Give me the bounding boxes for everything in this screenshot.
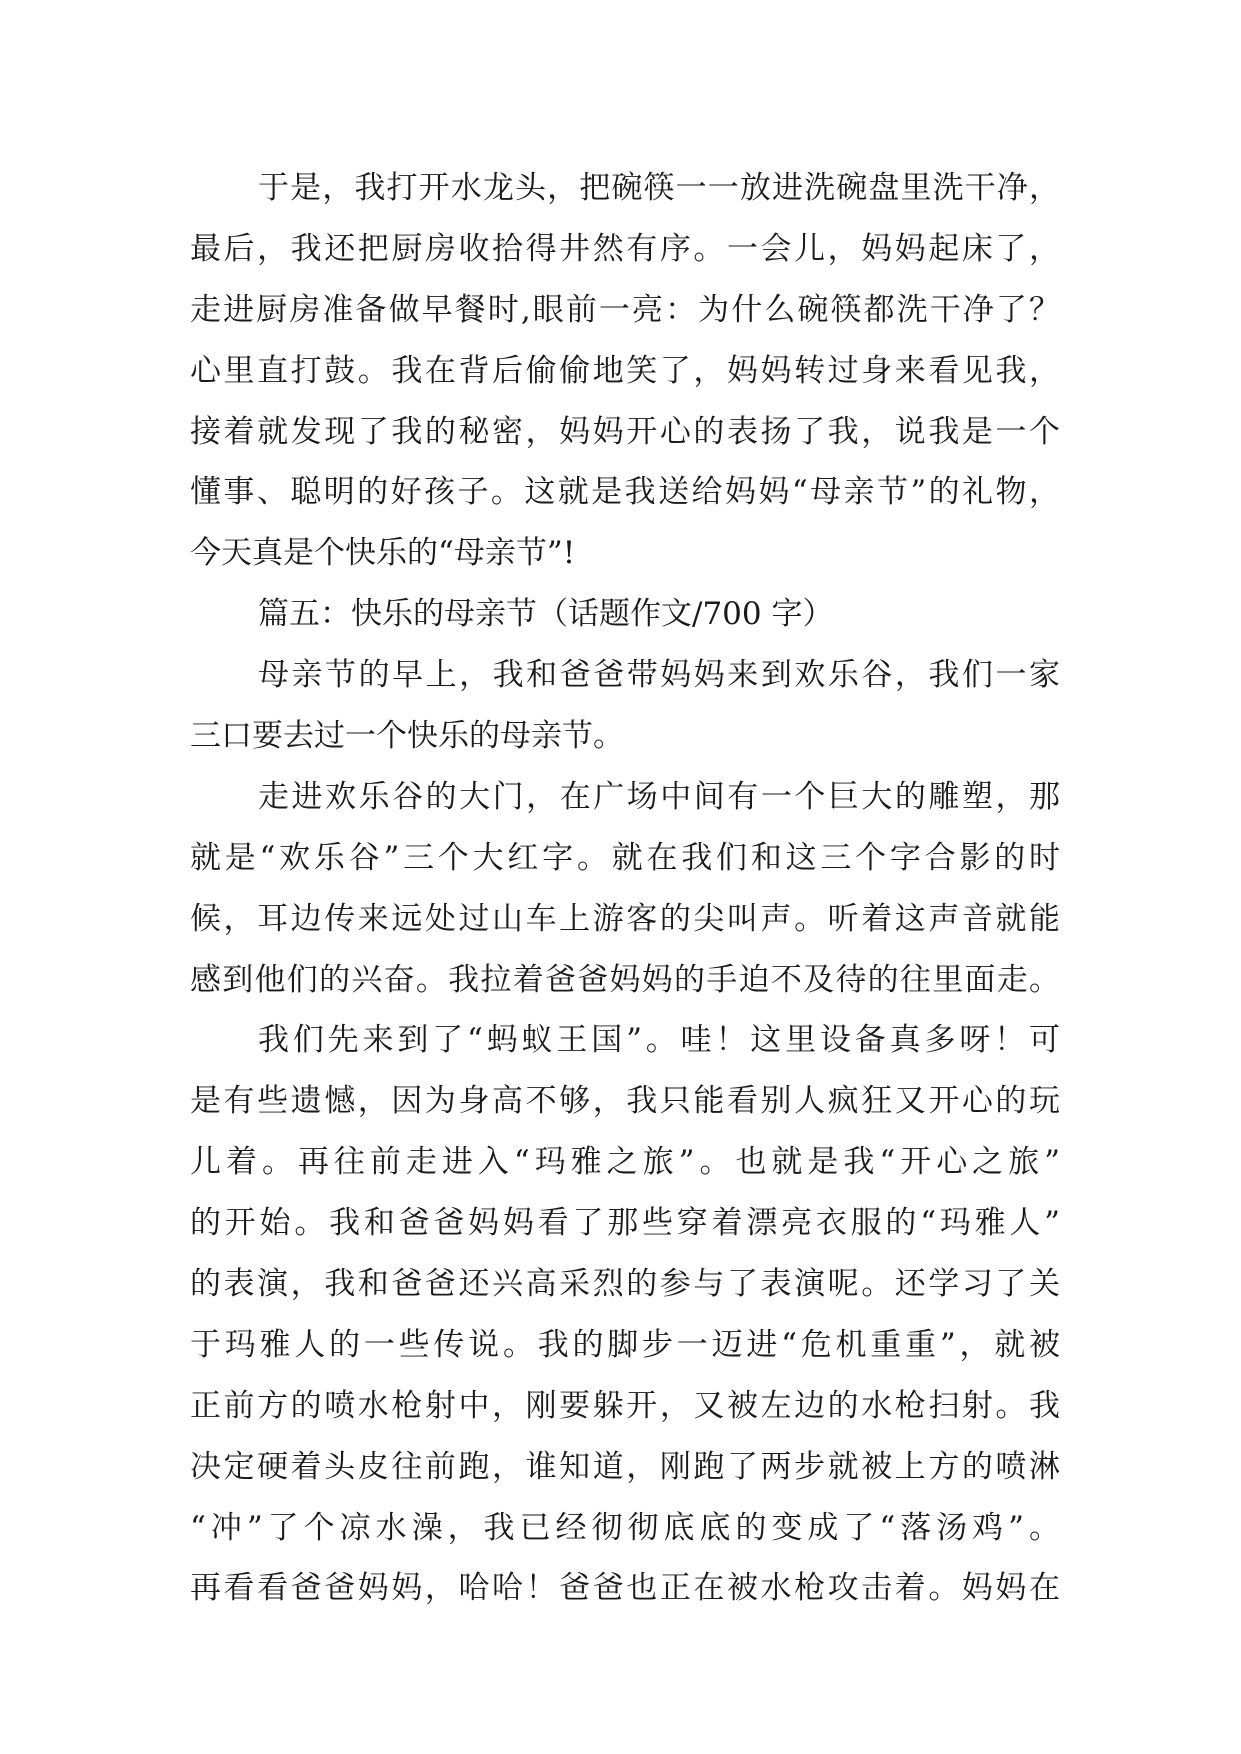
text-line: 决定硬着头皮往前跑，谁知道，刚跑了两步就被上方的喷淋 <box>190 1448 1060 1485</box>
paragraph <box>190 1010 1060 1619</box>
text-line: 儿着。再往前走进入“玛雅之旅”。也就是我“开心之旅” <box>190 1144 1060 1181</box>
text-line: 于是，我打开水龙头，把碗筷一一放进洗碗盘里洗干净， <box>258 170 1060 206</box>
paragraph-continuation <box>190 158 1060 584</box>
text-line: 母亲节的早上，我和爸爸带妈妈来到欢乐谷，我们一家 <box>258 657 1060 694</box>
text-line: 的表演，我和爸爸还兴高采烈的参与了表演呢。还学习了关 <box>190 1266 1060 1303</box>
text-line: 接着就发现了我的秘密，妈妈开心的表扬了我，说我是一个 <box>190 413 1060 450</box>
text-line: 走进厨房准备做早餐时,眼前一亮：为什么碗筷都洗干净了？ <box>190 291 1060 328</box>
text-line: 候，耳边传来远处过山车上游客的尖叫声。听着这声音就能 <box>190 900 1060 937</box>
text-line: 就是“欢乐谷”三个大红字。就在我们和这三个字合影的时 <box>190 839 1060 876</box>
section-heading <box>190 584 1060 645</box>
text-line: 最后，我还把厨房收拾得井然有序。一会儿，妈妈起床了， <box>190 230 1060 267</box>
text-line: 心里直打鼓。我在背后偷偷地笑了，妈妈转过身来看见我， <box>190 352 1060 389</box>
text-line: 三口要去过一个快乐的母亲节。 <box>190 718 624 755</box>
text-line: 的开始。我和爸爸妈妈看了那些穿着漂亮衣服的“玛雅人” <box>190 1205 1060 1242</box>
text-line: 正前方的喷水枪射中，刚要躲开，又被左边的水枪扫射。我 <box>190 1387 1060 1424</box>
text-line: 再看看爸爸妈妈，哈哈！爸爸也正在被水枪攻击着。妈妈在 <box>190 1570 1060 1607</box>
text-line: 今天真是个快乐的“母亲节”! <box>190 535 576 572</box>
text-line: 于玛雅人的一些传说。我的脚步一迈进“危机重重”，就被 <box>190 1326 1060 1363</box>
text-line: 是有些遗憾，因为身高不够，我只能看别人疯狂又开心的玩 <box>190 1083 1060 1120</box>
text-line: 走进欢乐谷的大门，在广场中间有一个巨大的雕塑，那 <box>258 778 1060 815</box>
text-line: 懂事、聪明的好孩子。这就是我送给妈妈“母亲节”的礼物， <box>190 474 1060 511</box>
text-line: 我们先来到了“蚂蚁王国”。哇！这里设备真多呀！可 <box>258 1022 1060 1059</box>
paragraph <box>190 767 1060 1011</box>
text-line: “冲”了个凉水澡，我已经彻彻底底的变成了“落汤鸡”。 <box>190 1509 1060 1546</box>
text-line: 感到他们的兴奋。我拉着爸爸妈妈的手迫不及待的往里面走。 <box>190 961 1060 998</box>
heading-line: 篇五：快乐的母亲节（话题作文/700 字） <box>258 596 834 633</box>
paragraph <box>190 645 1060 767</box>
document-body <box>190 158 1060 1619</box>
